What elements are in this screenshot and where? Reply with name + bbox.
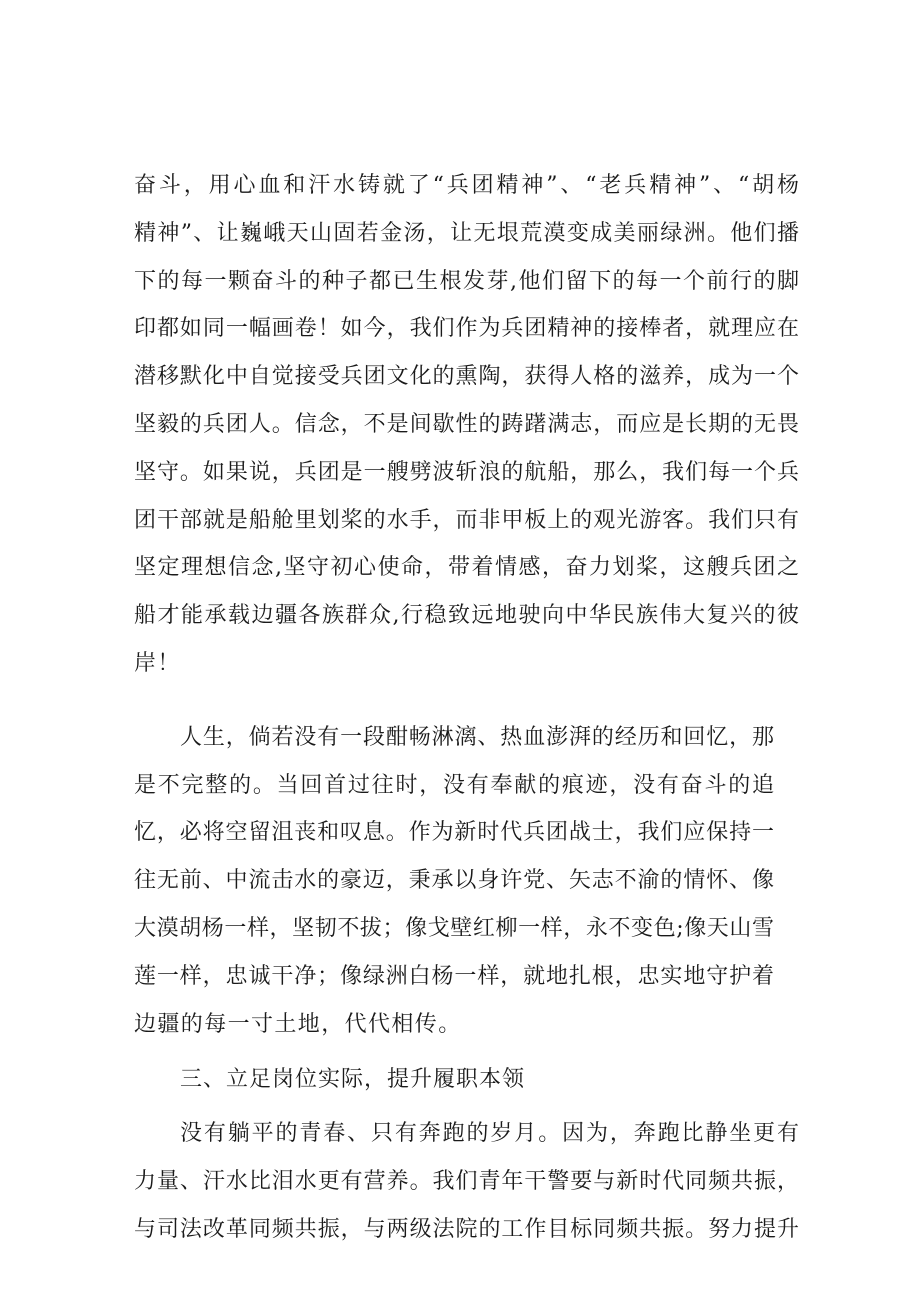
text-line: 精神”、让巍峨天山固若金汤，让无垠荒漠变成美丽绿洲。他们播 [134,220,799,246]
text-line: 大漠胡杨一样，坚韧不拔；像戈壁红柳一样，永不变色;像天山雪 [134,915,774,941]
section-heading [134,1056,799,1104]
text-line: 坚守。如果说，兵团是一艘劈波斩浪的航船，那么，我们每一个兵 [134,459,799,485]
text-line: 坚毅的兵团人。信念，不是间歇性的踌躇满志，而应是长期的无畏 [134,411,799,437]
text-line: 忆，必将空留沮丧和叹息。作为新时代兵团战士，我们应保持一 [134,820,774,846]
text-line: 潜移默化中自觉接受兵团文化的熏陶，获得人格的滋养，成为一个 [134,364,799,390]
text-line: 印都如同一幅画卷！如今，我们作为兵团精神的接棒者，就理应在 [134,316,799,342]
paragraph-2 [134,714,774,1049]
text-line: 没有躺平的青春、只有奔跑的岁月。因为，奔跑比静坐更有 [180,1121,799,1147]
paragraph-spacer [134,1048,799,1056]
text-line: 力量、汗水比泪水更有营养。我们青年干警要与新时代同频共振， [134,1168,799,1194]
paragraph-3 [134,1110,799,1253]
text-line: 往无前、中流击水的豪迈，秉承以身许党、矢志不渝的情怀、像 [134,868,774,894]
text-line: 与司法改革同频共振，与两级法院的工作目标同频共振。努力提升 [134,1216,799,1242]
text-line: 是不完整的。当回首过往时，没有奉献的痕迹，没有奋斗的追 [134,772,774,798]
text-line: 奋斗，用心血和汗水铸就了“兵团精神”、“老兵精神”、“胡杨 [134,173,799,198]
text-line: 人生，倘若没有一段酣畅淋漓、热血澎湃的经历和回忆，那 [180,724,774,750]
paragraph-1 [134,162,799,688]
text-line: 莲一样，忠诚干净；像绿洲白杨一样，就地扎根，忠实地守护着 [134,963,774,989]
text-line: 下的每一颗奋斗的种子都已生根发芽,他们留下的每一个前行的脚 [134,268,799,294]
document-body [134,162,799,1254]
text-line: 坚定理想信念,坚守初心使命，带着情感，奋力划桨，这艘兵团之 [134,555,799,581]
text-line: 船才能承载边疆各族群众,行稳致远地驶向中华民族伟大复兴的彼 [134,603,799,629]
text-line: 团干部就是船舱里划桨的水手，而非甲板上的观光游客。我们只有 [134,507,799,533]
heading-text: 三、立足岗位实际，提升履职本领 [180,1067,526,1093]
text-line: 边疆的每一寸土地，代代相传。 [134,1011,462,1037]
paragraph-spacer [134,688,799,714]
text-line: 岸！ [134,650,181,676]
